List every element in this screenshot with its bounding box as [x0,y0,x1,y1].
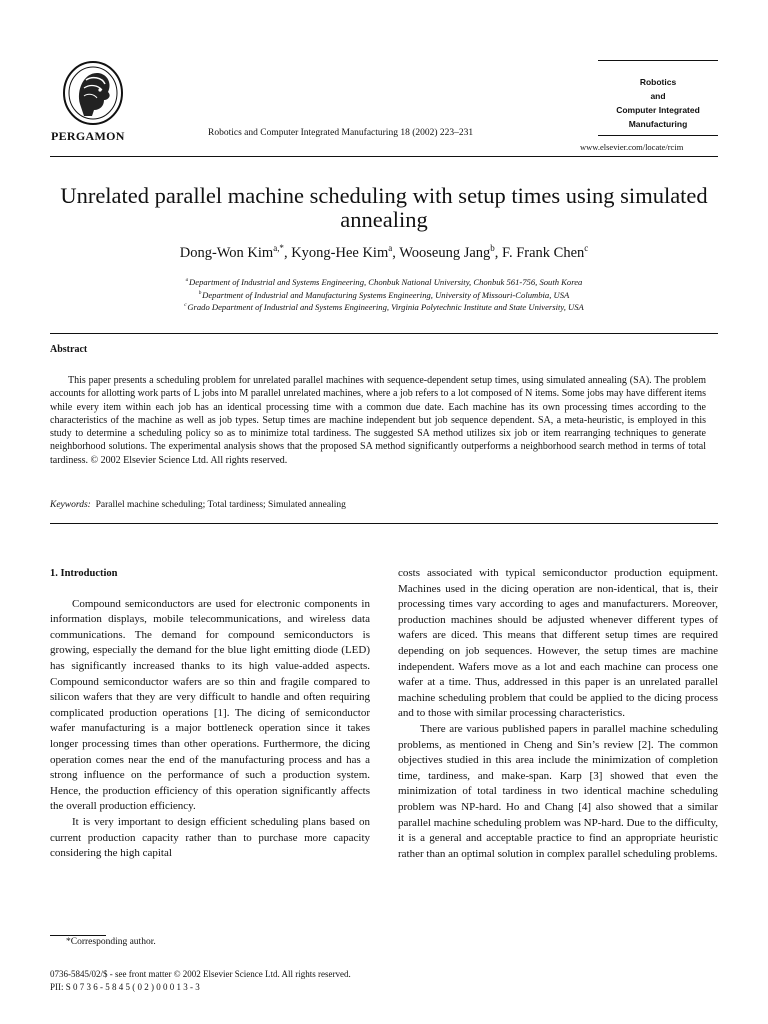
publisher-name: PERGAMON [51,129,125,143]
keywords-line [50,500,346,510]
footnote-divider [50,935,106,936]
brand-line: Manufacturing [628,119,688,129]
header-divider [50,156,718,157]
affiliation-mark: b [198,289,202,296]
author-affiliation-mark: c [584,243,589,254]
pii-line: PII: S 0 7 3 6 - 5 8 4 5 ( 0 2 ) 0 0 0 1 3 - 3 [50,981,200,992]
journal-brand-name [598,61,718,131]
journal-url-link[interactable]: www.elsevier.com/locate/rcim [580,142,684,152]
abstract-text: This paper presents a scheduling problem for unrelated parallel machines with sequence-dependent setup times, using simulated annealing (SA). The problem accounts for allotting work parts of L jobs into M parallel unrelated machines, where a job refers to a lot composed of N items. Some jobs may have different items while every item within each job has an identical processing time with a common due date. Each machine has its own processing times according to the characteristics of the machine as well as job types. Setup times are machine independent but job sequence dependent. SA, a meta-heuristic, is employed in this study to determine a scheduling policy so as to minimize total tardiness. The suggested SA method utilizes six job or item rearranging techniques to generate neighborhood solutions. The experimental analysis shows that the proposed SA method significantly outperforms a neighborhood search method in terms of total tardiness. © 2002 Elsevier Science Ltd. All rights reserved. [50,375,706,466]
body-paragraph: There are various published papers in parallel machine scheduling problems, as mentioned in Cheng and Sin’s review [2]. The common objectives studied in this area include the minimization of completion time, tardiness, and make-span. Karp [3] showed that even the minimization of total tardiness in two identical machine scheduling problem was NP-hard. Ho and Chang [4] also showed that a similar parallel machine scheduling problem was NP-hard. Due to the difficulty, it is a general and acceptable practice to find an appropriate heuristic rather than an optimal solution in complex parallel scheduling problems. [398,722,718,860]
abstract-divider [50,523,718,524]
copyright-line: 0736-5845/02/$ - see front matter © 2002 Elsevier Science Ltd. All rights reserved. [50,969,351,979]
affiliation-text: Department of Industrial and Systems Engineering, Chonbuk National University, Chonbuk 561-756, South Korea [189,277,583,287]
body-paragraph: It is very important to design efficient scheduling plans based on current production capacity rather than to purchase more capacity considering the high capital [50,815,370,860]
section-heading: 1. Introduction [50,568,118,579]
keywords-text: Parallel machine scheduling; Total tardiness; Simulated annealing [95,500,346,510]
affiliation [50,289,718,302]
keywords-label: Keywords: [50,500,91,510]
author-name: Dong-Won Kim [179,245,274,261]
brand-line: Computer Integrated [616,105,700,115]
affiliation [50,276,718,289]
author-affiliation-mark: b [490,243,495,254]
title-divider [50,333,718,334]
author-name: F. Frank Chen [502,245,585,261]
right-column [398,566,718,862]
brand-rule-bottom [598,135,718,136]
affiliation [50,301,718,314]
publisher-tree-logo-icon [62,60,124,126]
author-list: Dong-Won Kim$^{a,*}$, Kyong-Hee Kim$^a$, Wooseung Jang$^b$, F. Frank Chen$^c$ [179,243,589,261]
abstract-heading: Abstract [50,344,88,355]
affiliation-mark: c [184,302,187,309]
body-paragraph: Compound semiconductors are used for electronic components in information displays, mobile telecommunications, and wireless data communications. The demand for compound semiconductors is growing, especially the demand for the blue light emitting diode (LED) has significantly increased thanks to its high value-added aspects. Compound semiconductor wafers are so thin and fragile compared to silicon wafers that they are very difficult to handle and often requiring complicated production operations [1]. The dicing of semiconductor wafer manufacturing is a major bottleneck operation since it takes longer processing times than other operations. Furthermore, the dicing operation comes near the end of the manufacturing process and has a strong influence on the performance of such a production system. Hence, the production efficiency of this operation significantly affects the overall production efficiency. [50,597,370,813]
body-paragraph-continued: costs associated with typical semiconductor production equipment. Machines used in the dicing operation are non-identical, that is, their processing times vary according to ages and manufacturers. Moreover, production machines should be adjusted whenever different types of wafers are diced. This means that different setup times are required depending on job sequences. However, the setup times are machine independent. Wafers move as a lot and each machine can process one wafer at a time. Thus, addressed in this paper is an unrelated parallel machine scheduling problem that could be applied to the dicing process and to those with similar processing characteristics. [398,567,718,720]
author-affiliation-mark: a [388,243,393,254]
author-name: Wooseung Jang [399,245,491,261]
left-column [50,566,370,862]
author-name: Kyong-Hee Kim [291,245,389,261]
author-affiliation-mark: a,* [273,243,284,254]
affiliation-text: Grado Department of Industrial and Systems Engineering, Virginia Polytechnic Institute and State University, USA [187,302,584,312]
corresponding-author-footnote: *Corresponding author. [66,937,156,947]
journal-brand-box [598,60,718,136]
affiliation-list [50,276,718,314]
brand-line: and [650,91,666,101]
affiliation-mark: a [185,277,189,284]
affiliation-text: Department of Industrial and Manufacturing Systems Engineering, University of Missouri-Columbia, USA [202,289,570,300]
page-footer [50,968,351,993]
paper-title: Unrelated parallel machine scheduling with setup times using simulated annealing [60,183,708,232]
brand-line: Robotics [639,77,677,87]
journal-reference: Robotics and Computer Integrated Manufacturing 18 (2002) 223–231 [208,128,474,138]
